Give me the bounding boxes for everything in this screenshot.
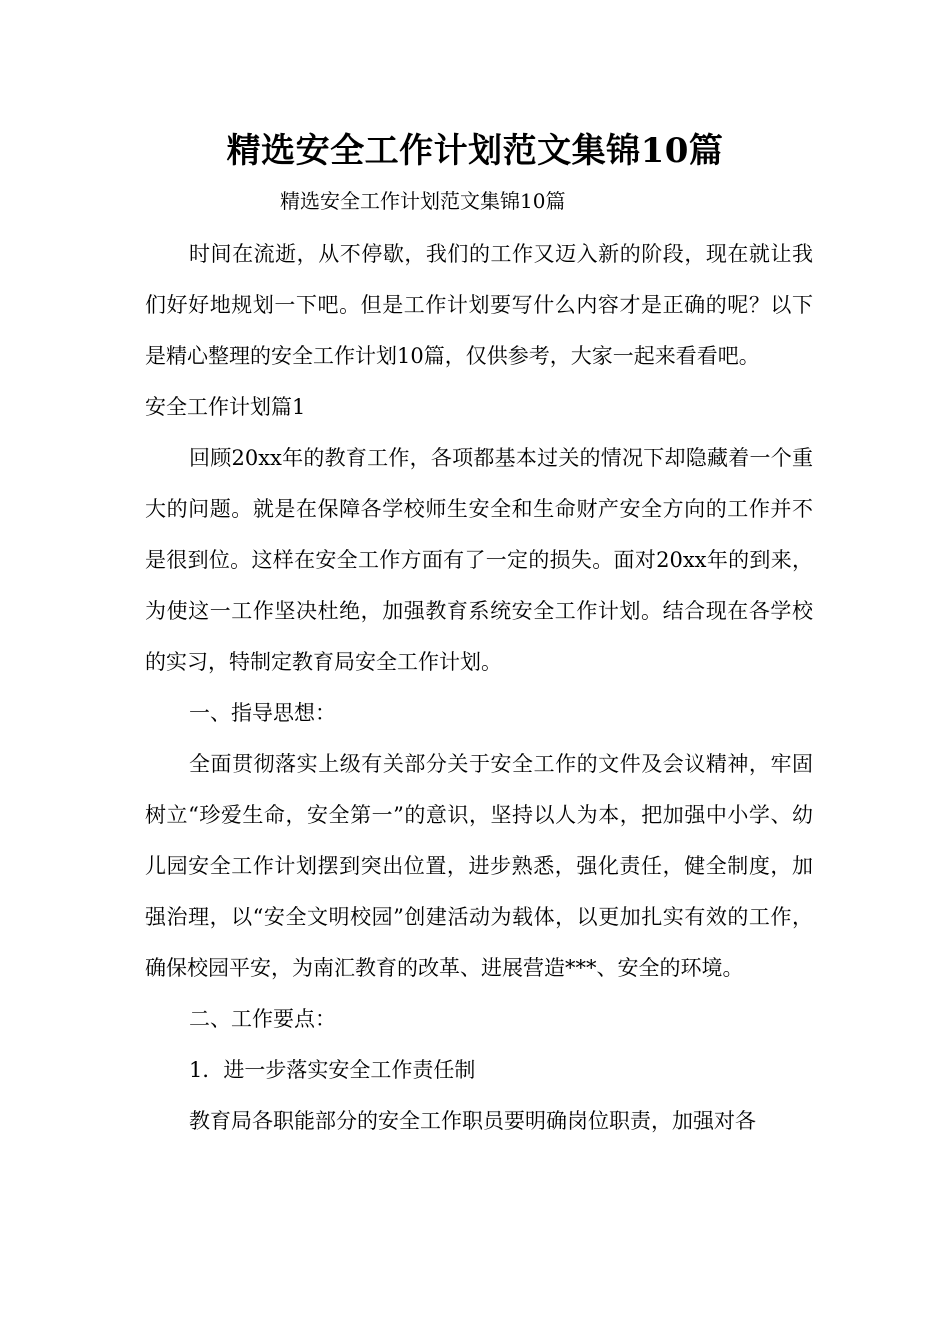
body-paragraph: 全面贯彻落实上级有关部分关于安全工作的文件及会议精神，牢固树立“珍爱生命，安全第一”的意识，坚持以人为本，把加强中小学、幼儿园安全工作计划摆到突出位置，进步熟悉，强化责任，健全制度，加强治理，以“安全文明校园”创建活动为载体，以更加扎实有效的工作，确保校园平安，为南汇教育的改革、进展营造***、安全的环境。 [145, 752, 813, 980]
subheading: 一、指导思想： [189, 701, 336, 725]
intro-paragraph: 时间在流逝，从不停歇，我们的工作又迈入新的阶段，现在就让我们好好地规划一下吧。但是工作计划要写什么内容才是正确的呢？以下是精心整理的安全工作计划10篇，仅供参考，大家一起来看看吧。 [145, 242, 813, 368]
document-title: 精选安全工作计划范文集锦10篇 [226, 131, 724, 171]
document-subtitle: 精选安全工作计划范文集锦10篇 [280, 189, 566, 213]
body-paragraph: 回顾20xx年的教育工作，各项都基本过关的情况下却隐藏着一个重大的问题。就是在保障各学校师生安全和生命财产安全方向的工作并不是很到位。这样在安全工作方面有了一定的损失。面对20xx年的到来，为使这一工作坚决杜绝，加强教育系统安全工作计划。结合现在各学校的实习，特制定教育局安全工作计划。 [145, 446, 813, 674]
body-paragraph: 教育局各职能部分的安全工作职员要明确岗位职责，加强对各 [189, 1109, 756, 1133]
section-heading: 安全工作计划篇1 [145, 395, 306, 419]
document-body [145, 229, 813, 1147]
list-item: 1．进一步落实安全工作责任制 [189, 1058, 476, 1082]
subheading: 二、工作要点： [189, 1007, 336, 1031]
